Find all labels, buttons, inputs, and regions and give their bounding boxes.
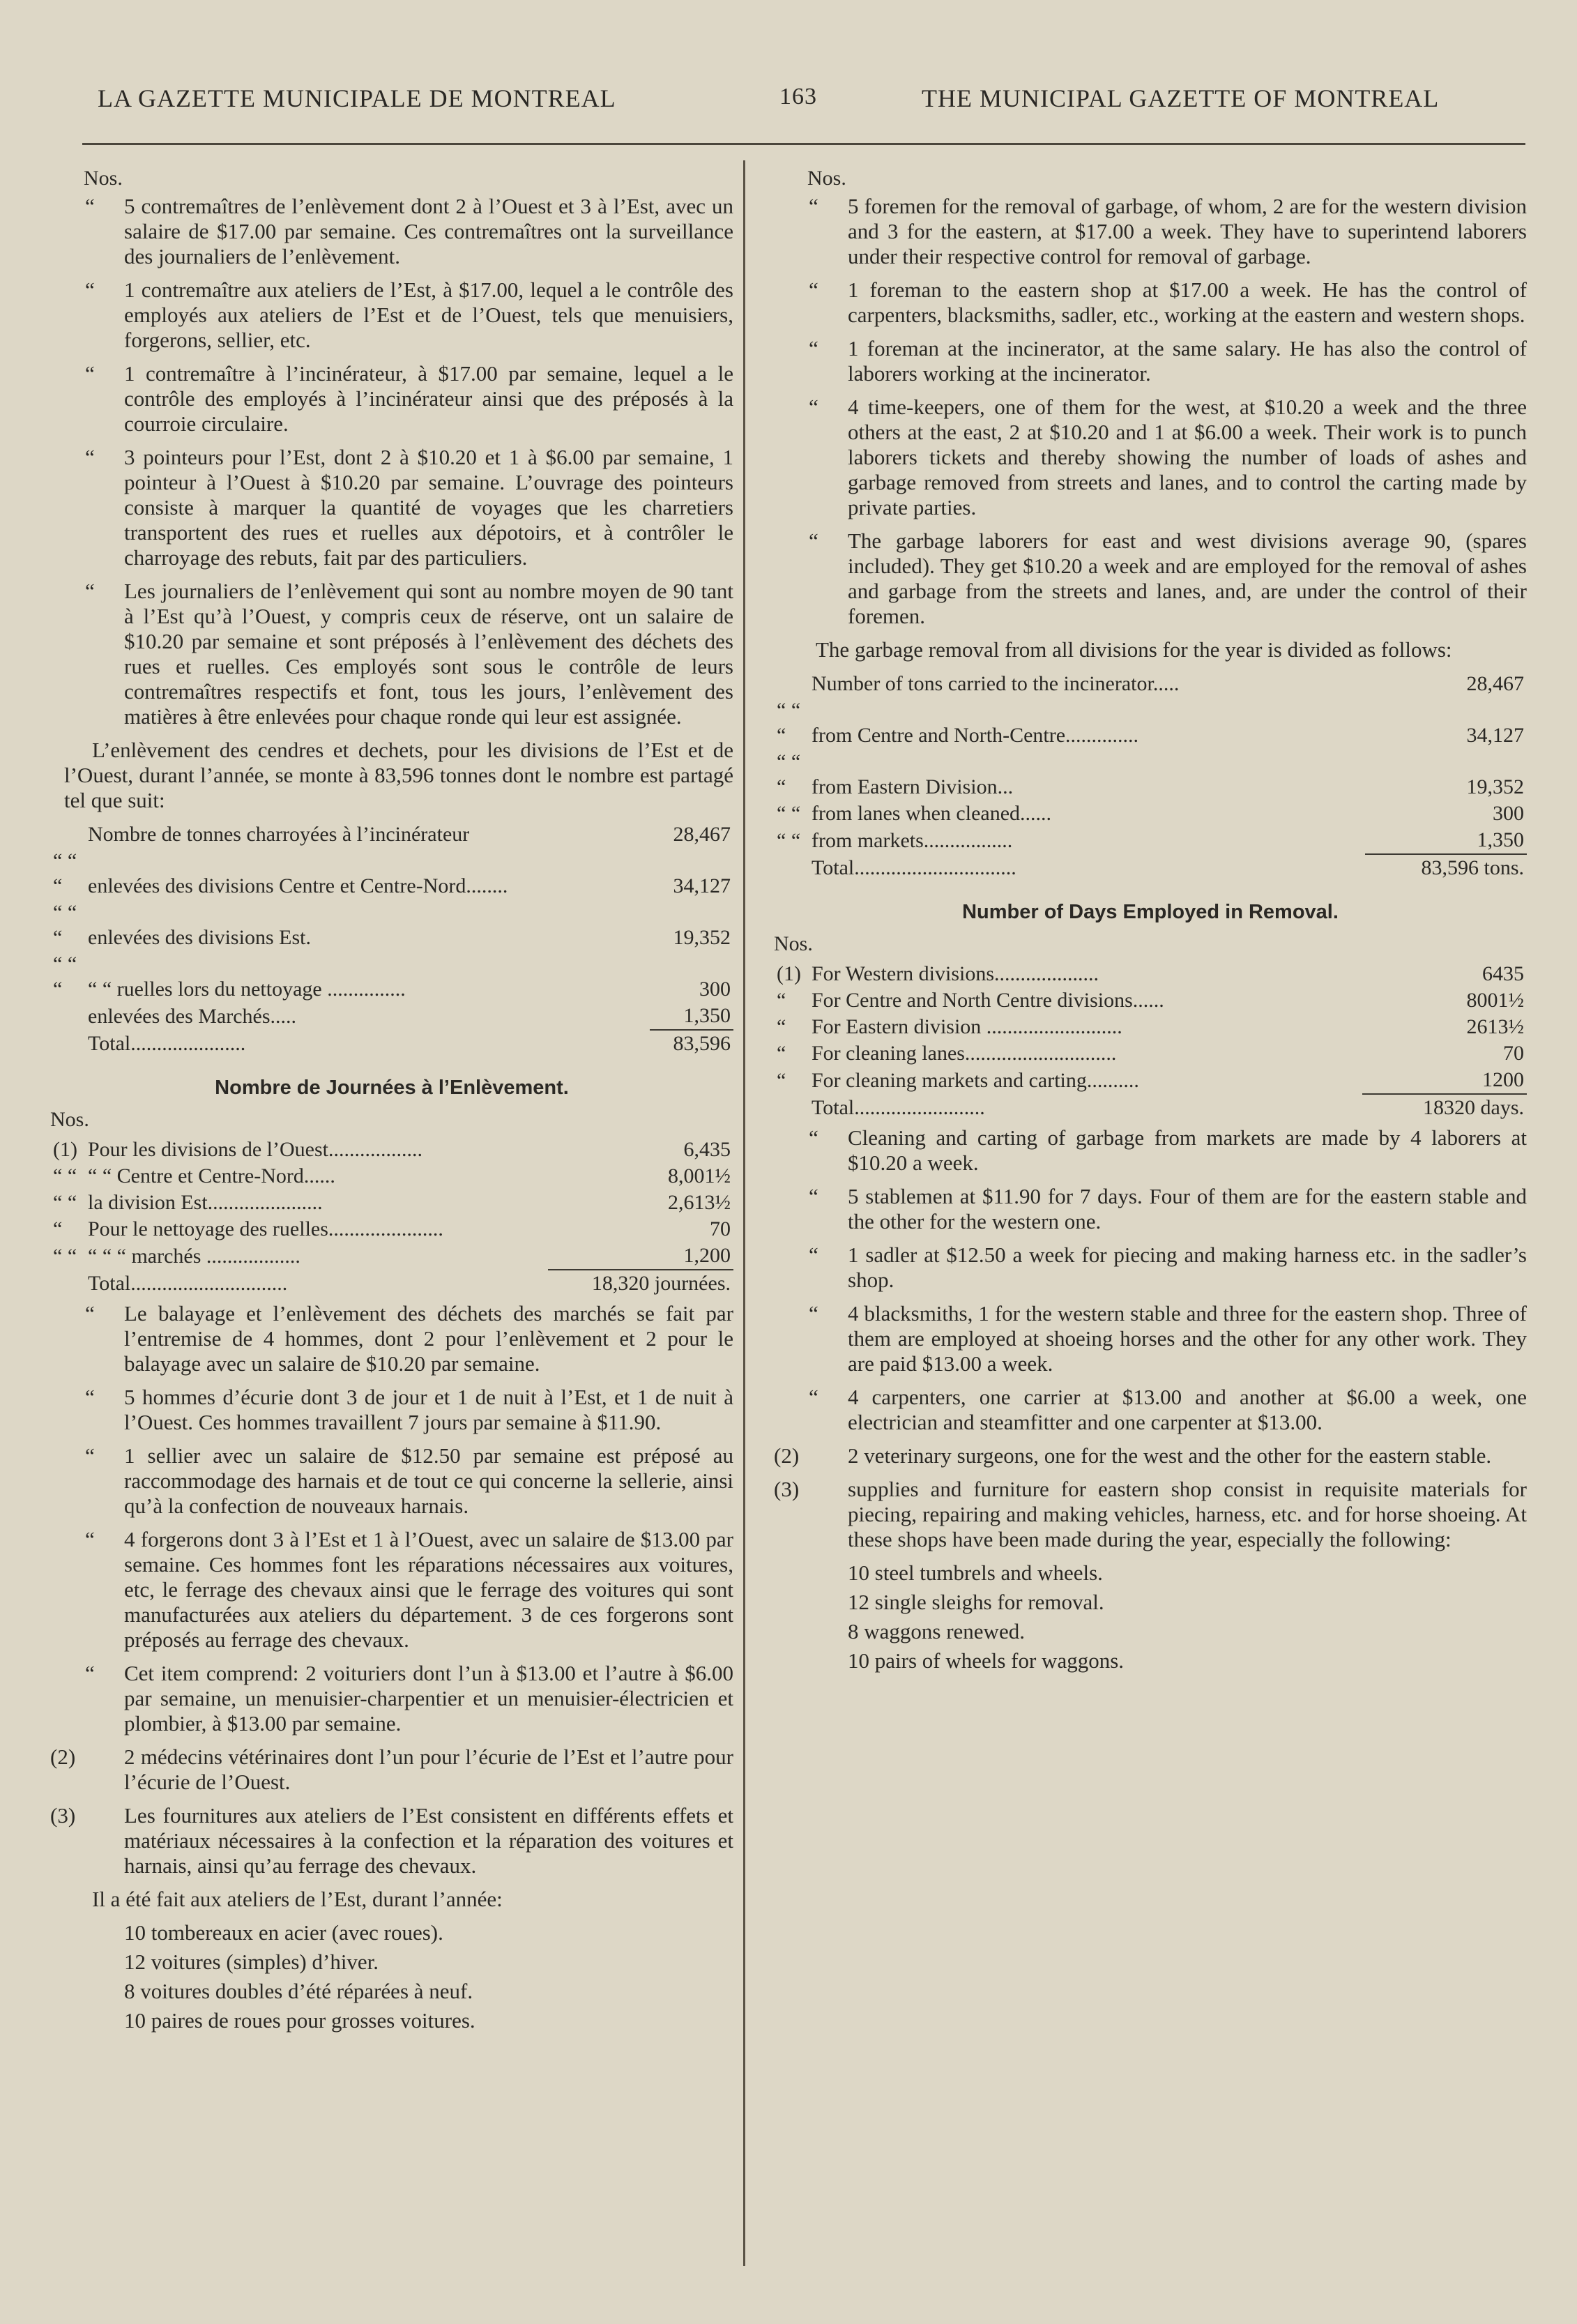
table-row: “ “ “ “ “ marchés .................. 1,200	[53, 1244, 731, 1268]
list-item: “ The garbage laborers for east and west divisions average 90, (spares included). They get $10.20 a week and are employed for the removal of ashes and garbage from the streets and lanes, and, are under the control of their foremen.	[809, 529, 1527, 628]
list-item: “ 4 carpenters, one carrier at $13.00 and another at $6.00 a week, one electrician and steamfitter and one carpenter at $13.00.	[809, 1385, 1527, 1434]
column-divider	[743, 160, 745, 2266]
header-right-title: THE MUNICIPAL GAZETTE OF MONTREAL	[922, 84, 1440, 112]
english-staff-list-2	[774, 1125, 1527, 1552]
page-number: 163	[779, 84, 817, 109]
nos-label: Nos.	[50, 1108, 89, 1131]
list-item: (2) 2 médecins vétérinaires dont l’un pour l’écurie de l’Est et l’autre pour l’écurie de l’Ouest.	[50, 1745, 733, 1794]
days-table	[774, 961, 1527, 1121]
table-row: “ “ la division Est...................... 2,613½	[53, 1191, 731, 1214]
list-item: 12 voitures (simples) d’hiver.	[124, 1950, 379, 1974]
total-row: Total.............................. 18,320 journées.	[50, 1270, 733, 1297]
list-item: “ 4 blacksmiths, 1 for the western stable and three for the eastern shop. Three of them are employed at shoeing horses and the other for any other work. They are paid $13.00 a week.	[809, 1301, 1527, 1376]
tonnage-table	[50, 821, 733, 1057]
header-rule	[82, 143, 1525, 145]
english-staff-list	[774, 194, 1527, 629]
list-item: (3) Les fournitures aux ateliers de l’Est consistent en différents effets et matériaux nécessaires à la confection et la réparation des voitures et harnais, ainsi qu’au ferrage des chevaux.	[50, 1803, 733, 1878]
table-row: Nombre de tonnes charroyées à l’incinérateur 28,467	[88, 823, 731, 846]
table-row: “ Pour le nettoyage des ruelles...................... 70	[53, 1217, 731, 1240]
list-item: “ 1 contremaître à l’incinérateur, à $17.00 par semaine, lequel a le contrôle des employés à l’incinérateur ainsi que des préposés à la courroie circulaire.	[85, 361, 733, 436]
table-row: “ “ “ from Centre and North-Centre.............. 34,127	[777, 699, 1524, 747]
total-row: Total............................... 83,596 tons.	[774, 854, 1527, 881]
table-row: “ For cleaning markets and carting.......... 1200	[777, 1068, 1524, 1092]
list-item: 12 single sleighs for removal.	[848, 1590, 1104, 1614]
list-item: (3) supplies and furniture for eastern shop consist in requisite materials for piecing, repairing and making vehicles, harness, etc. and for horse shoeing. At these shops have been made during the year, especially the following:	[774, 1477, 1527, 1551]
nos-label: Nos.	[774, 932, 813, 955]
list-item: “ 5 contremaîtres de l’enlèvement dont 2 à l’Ouest et 3 à l’Est, avec un salaire de $17.00 par semaine. Ces contremaîtres ont la surveillance des journaliers de l’enlèvement.	[85, 194, 733, 268]
list-item: 10 pairs of wheels for waggons.	[848, 1648, 1125, 1673]
table-row: “ “ “ “ Centre et Centre-Nord...... 8,001½	[53, 1164, 731, 1187]
table-row: “ For cleaning lanes............................. 70	[777, 1042, 1524, 1065]
list-item: “ 1 contremaître aux ateliers de l’Est, à $17.00, lequel a le contrôle des employés aux ateliers de l’Est et de l’Ouest, tels que menuisiers, forgerons, sellier, etc.	[85, 278, 733, 352]
table-row: “ For Centre and North Centre divisions...... 8001½	[777, 989, 1524, 1012]
list-item: “ 1 sadler at $12.50 a week for piecing and making harness etc. in the sadler’s shop.	[809, 1243, 1527, 1292]
nos-label: Nos.	[807, 167, 846, 190]
french-staff-list	[50, 194, 733, 729]
list-item: 8 voitures doubles d’été réparées à neuf.	[124, 1979, 473, 2003]
list-item: “ Les journaliers de l’enlèvement qui sont au nombre moyen de 90 tant à l’Est qu’à l’Ouest, y compris ceux de réserve, ont un salaire de $10.20 par semaine et sont préposés à l’enlèvement des déchets des rues et ruelles. Ces employés sont sous le contrôle de leurs contremaîtres respectifs et font, tous les jours, l’enlèvement des matières à être enlevées pour chaque ronde qui leur est assignée.	[85, 579, 733, 729]
list-item: “ Cleaning and carting of garbage from markets are made by 4 laborers at $10.20 a week.	[809, 1125, 1527, 1175]
nos-label: Nos.	[84, 167, 123, 190]
table-row: (1) Pour les divisions de l’Ouest.................. 6,435	[53, 1138, 731, 1161]
list-item: “ Cet item comprend: 2 voituriers dont l’un à $13.00 et l’autre à $6.00 par semaine, un menuisier-charpentier et un menuisier-électricien et plombier, à $13.00 par semaine.	[85, 1661, 733, 1736]
table-row: “ “ “ “ “ ruelles lors du nettoyage ............... 300	[53, 952, 731, 1001]
table-row: “ “ “ enlevées des divisions Centre et Centre-Nord........ 34,127	[53, 849, 731, 897]
made-list	[774, 1560, 1527, 1673]
list-item: “ 5 foremen for the removal of garbage, of whom, 2 are for the western division and 3 for the eastern, at $17.00 a week. They have to superintend laborers under their respective control for removal of garbage.	[809, 194, 1527, 268]
list-item: “ 1 foreman to the eastern shop at $17.00 a week. He has the control of carpenters, blacksmiths, sadler, etc., working at the eastern and western shops.	[809, 278, 1527, 327]
list-item: “ 5 hommes d’écurie dont 3 de jour et 1 de nuit à l’Est, et 1 de nuit à l’Ouest. Ces hommes travaillent 7 jours par semaine à $11.90.	[85, 1385, 733, 1434]
made-list	[50, 1920, 733, 2033]
list-item: “ 4 forgerons dont 3 à l’Est et 1 à l’Ouest, avec un salaire de $13.00 par semaine. Ces hommes font les réparations nécessaires aux voitures, etc, le ferrage des chevaux ainsi que le ferrage des voitures qui sont manufacturées aux ateliers du département. 3 de ces forgerons sont préposés au ferrage des chevaux.	[85, 1527, 733, 1652]
list-item: 10 paires de roues pour grosses voitures.	[124, 2008, 475, 2033]
table-row: “ “ “ enlevées des divisions Est. 19,352	[53, 901, 731, 949]
list-item: “ 1 foreman at the incinerator, at the same salary. He has also the control of laborers working at the incinerator.	[809, 336, 1527, 386]
days-heading: Nombre de Journées à l’Enlèvement.	[215, 1077, 569, 1099]
tonnage-table	[774, 671, 1527, 881]
list-item: “ Le balayage et l’enlèvement des déchets des marchés se fait par l’entremise de 4 hommes, dont 2 pour l’enlèvement et 2 pour le balayage avec un salaire de $10.20 par semaine.	[85, 1301, 733, 1376]
french-column	[50, 166, 733, 2037]
list-item: (2) 2 veterinary surgeons, one for the west and the other for the eastern stable.	[774, 1443, 1492, 1468]
table-row: Number of tons carried to the incinerator..... 28,467	[812, 672, 1524, 695]
total-row: Total...................... 83,596	[50, 1030, 733, 1057]
list-item: “ 3 pointeurs pour l’Est, dont 2 à $10.20 et 1 à $6.00 par semaine, 1 pointeur à l’Ouest à $10.20 par semaine. L’ouvrage des pointeurs consiste à marquer la quantité de voyages que les charretiers transportent des rues et ruelles aux dépotoirs, et à contrôler le charroyage des rebuts, fait par des particuliers.	[85, 445, 733, 570]
made-intro: Il a été fait aux ateliers de l’Est, durant l’année:	[92, 1887, 503, 1911]
table-row: “ For Eastern division .......................... 2613½	[777, 1015, 1524, 1038]
table-row: “ “ from markets................. 1,350	[777, 828, 1524, 852]
list-item: “ 4 time-keepers, one of them for the west, at $10.20 a week and the three others at the east, 2 at $10.20 and 1 at $6.00 a week. Their work is to punch laborers tickets and thereby showing the number of loads of ashes and garbage removed from streets and lanes, and to control the carting made by private parties.	[809, 395, 1527, 519]
table-row: enlevées des Marchés..... 1,350	[88, 1004, 731, 1028]
list-item: “ 5 stablemen at $11.90 for 7 days. Four of them are for the eastern stable and the other for the western one.	[809, 1184, 1527, 1233]
days-table	[50, 1137, 733, 1297]
table-row: (1) For Western divisions.................... 6435	[777, 962, 1524, 985]
list-item: 10 steel tumbrels and wheels.	[848, 1560, 1103, 1585]
english-column	[774, 166, 1527, 1678]
french-staff-list-2	[50, 1301, 733, 1878]
removal-paragraph: L’enlèvement des cendres et dechets, pour les divisions de l’Est et de l’Ouest, durant l’année, se monte à 83,596 tonnes dont le nombre est partagé tel que suit:	[64, 738, 733, 812]
removal-paragraph: The garbage removal from all divisions for the year is divided as follows:	[816, 637, 1452, 662]
list-item: 10 tombereaux en acier (avec roues).	[124, 1920, 443, 1945]
total-row: Total......................... 18320 days.	[774, 1094, 1527, 1121]
list-item: “ 1 sellier avec un salaire de $12.50 par semaine est préposé au raccommodage des harnais et de tout ce qui concerne la sellerie, ainsi qu’à la confection de nouveaux harnais.	[85, 1443, 733, 1518]
days-heading: Number of Days Employed in Removal.	[962, 901, 1339, 923]
table-row: “ “ from lanes when cleaned...... 300	[777, 802, 1524, 825]
header-left-title: LA GAZETTE MUNICIPALE DE MONTREAL	[98, 84, 616, 112]
table-row: “ “ “ from Eastern Division... 19,352	[777, 750, 1524, 798]
list-item: 8 waggons renewed.	[848, 1619, 1025, 1643]
